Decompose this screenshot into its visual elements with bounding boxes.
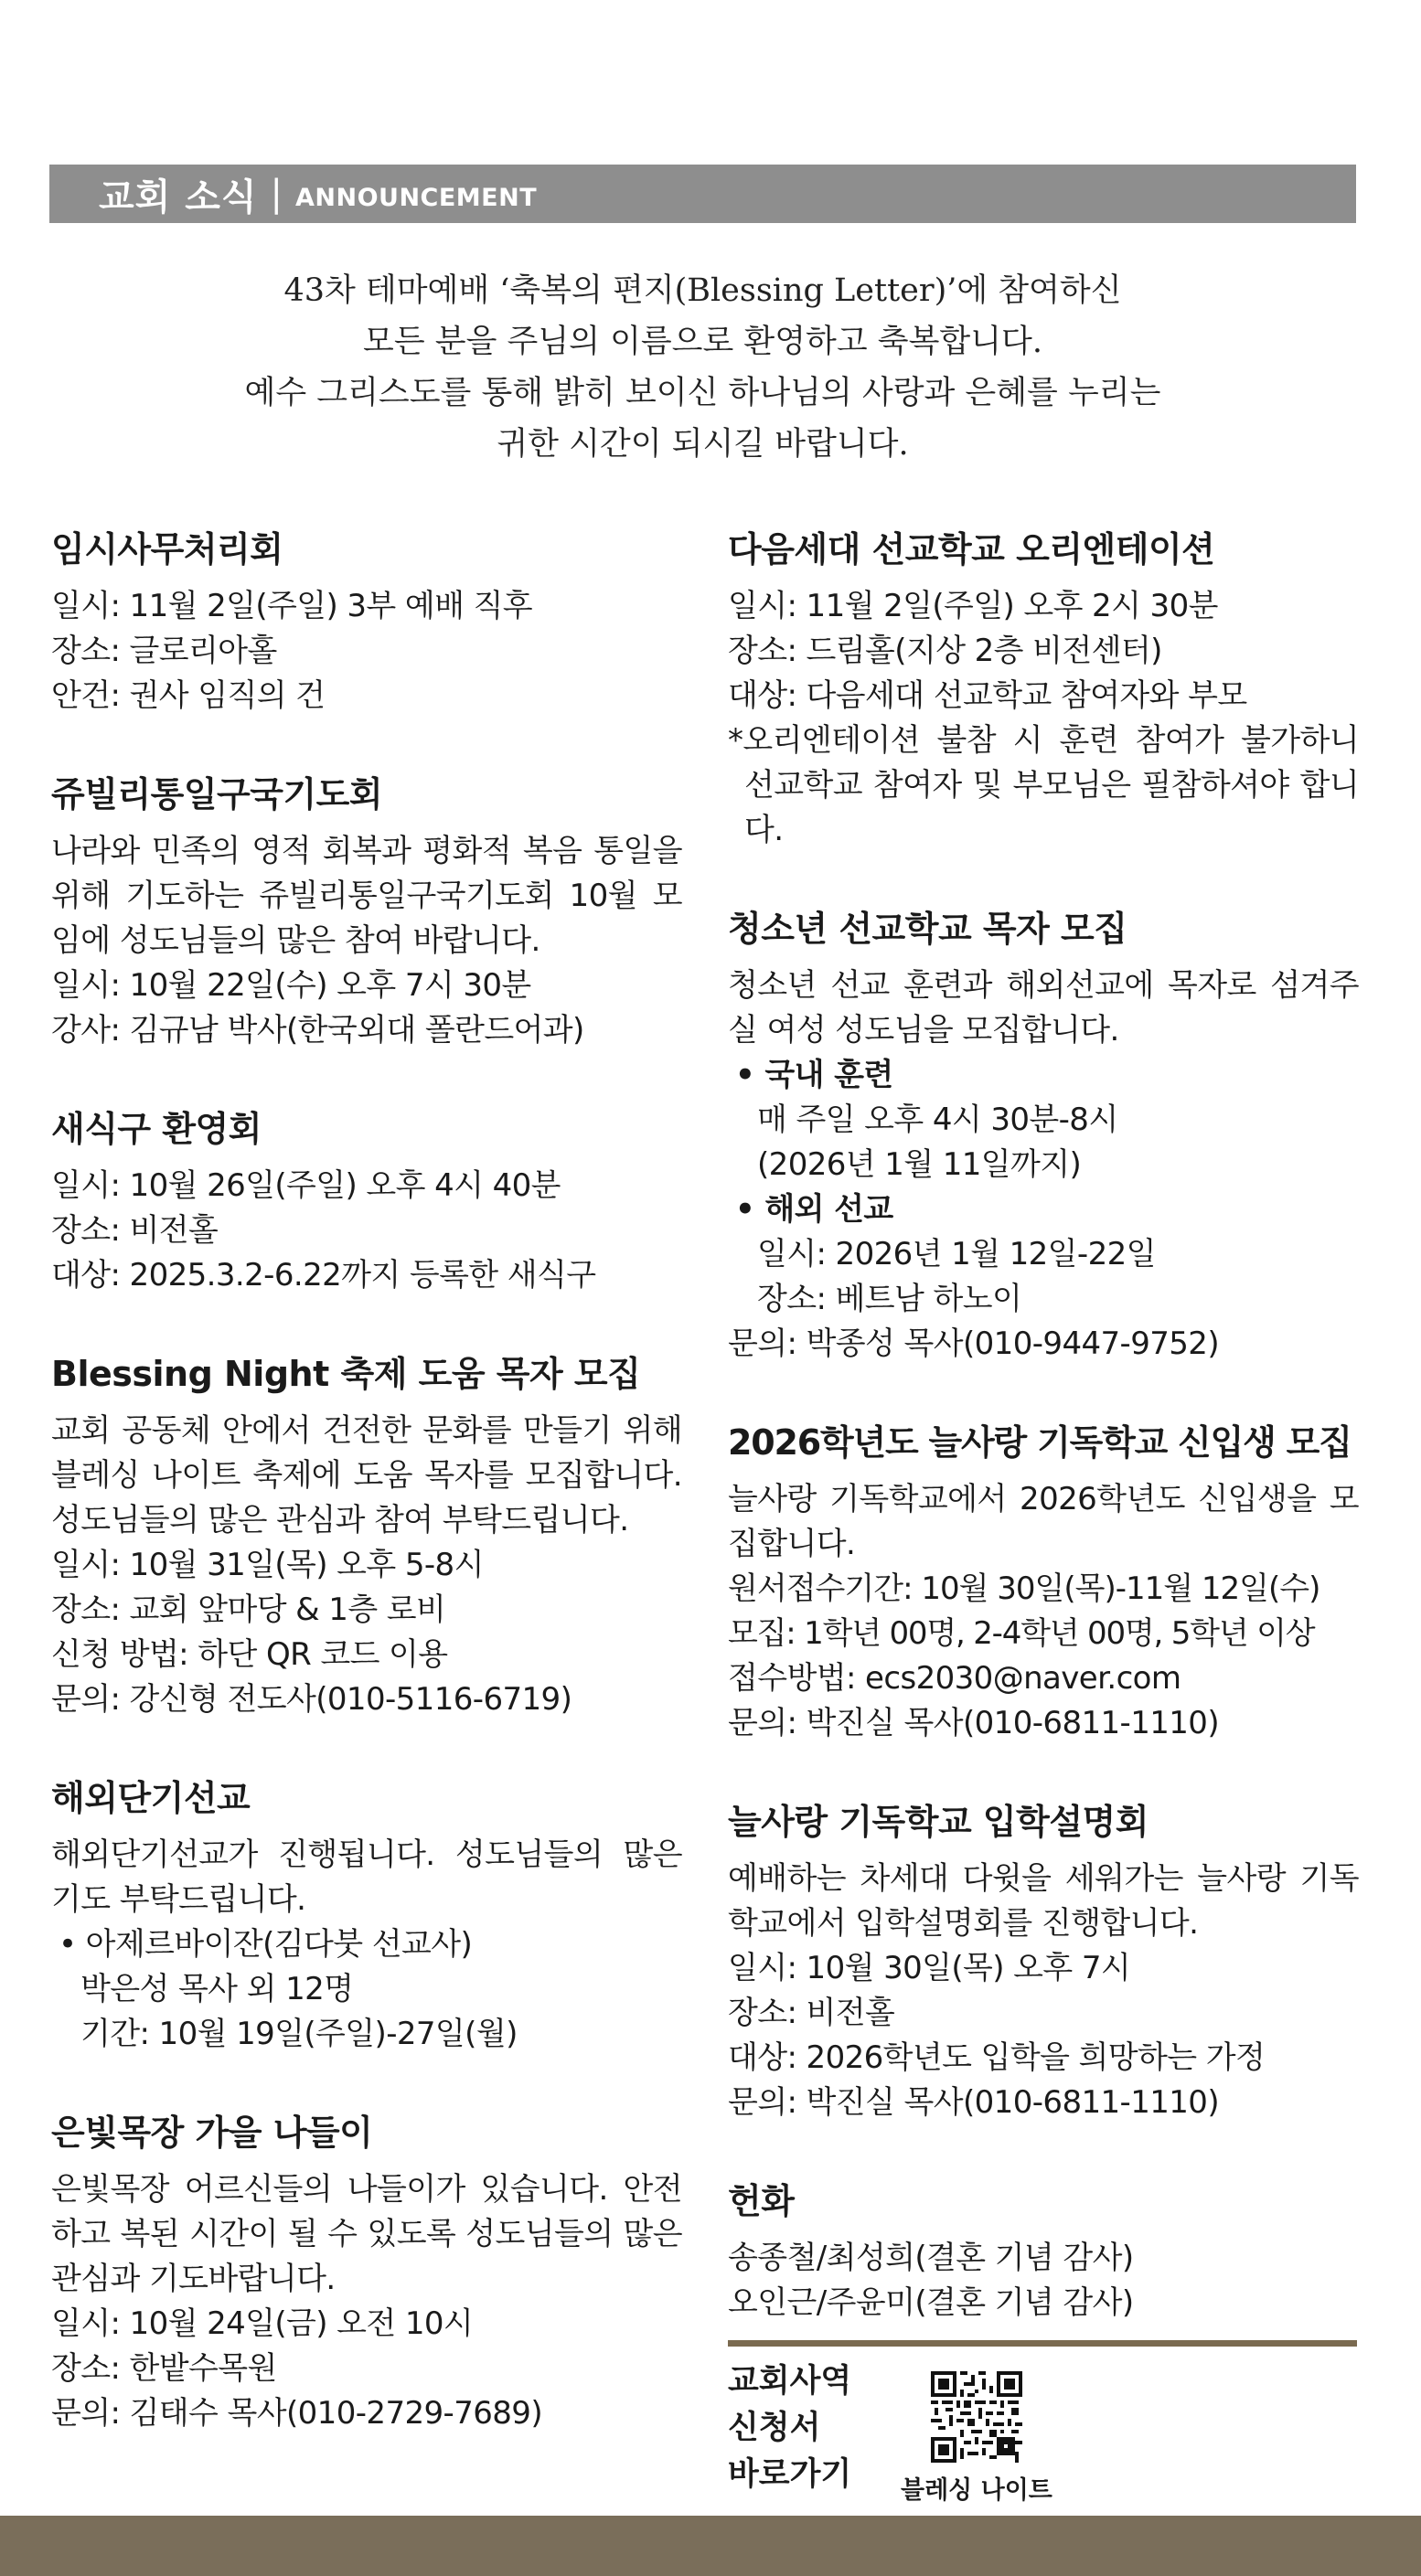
qr-caption: 블레싱 나이트 — [901, 2476, 1052, 2505]
right-column — [728, 521, 1359, 2373]
detail-line: 장소: 한밭수목원 — [51, 2350, 277, 2387]
link-text: 교회사역 — [728, 2363, 852, 2400]
announcement-title: 해외단기선교 — [51, 1778, 251, 1818]
qr-code-icon[interactable] — [931, 2371, 1022, 2463]
link-text: 바로가기 — [728, 2456, 852, 2493]
announcement-jubilee-prayer — [51, 766, 682, 1053]
detail-line: 강사: 김규남 박사(한국외대 폴란드어과) — [51, 1012, 584, 1048]
announcement-title: 청소년 선교학교 목자 모집 — [728, 909, 1127, 949]
header-bar — [49, 165, 1356, 223]
announcement-title: 임시사무처리회 — [51, 529, 283, 569]
contact-line: 문의: 박종성 목사(010-9447-9752) — [728, 1325, 1219, 1362]
detail-line: 문의: 박진실 목사(010-6811-1110) — [728, 1705, 1219, 1741]
detail-line: 원서접수기간: 10월 30일(목)-11월 12일(수) — [728, 1570, 1320, 1607]
detail-line: 장소: 글로리아홀 — [51, 633, 277, 669]
detail-line: 박은성 목사 외 12명 — [80, 1971, 354, 2007]
announcement-flower-offering — [728, 2173, 1359, 2326]
detail-line: 장소: 교회 앞마당 & 1층 로비 — [51, 1591, 446, 1628]
link-text: 신청서 — [728, 2410, 821, 2446]
detail-line: 문의: 김태수 목사(010-2729-7689) — [51, 2395, 542, 2432]
announcement-body: 해외단기선교가 진행됩니다. 성도님들의 많은 기도 부탁드립니다. — [51, 1836, 682, 1918]
announcement-body: 나라와 민족의 영적 회복과 평화적 복음 통일을 위해 기도하는 쥬빌리통일구국기도회 10월 모임에 성도님들의 많은 참여 바랍니다. — [51, 833, 682, 959]
detail-line: 송종철/최성희(결혼 기념 감사) — [728, 2240, 1134, 2276]
announcement-youth-mission-recruit — [728, 900, 1359, 1367]
detail-line: 일시: 2026년 1월 12일-22일 — [757, 1236, 1156, 1272]
announcement-title: 다음세대 선교학교 오리엔테이션 — [728, 529, 1215, 569]
left-column — [51, 521, 682, 2484]
intro-line: 예수 그리스도를 통해 밝히 보이신 하나님의 사랑과 은혜를 누리는 — [244, 375, 1161, 411]
announcement-newcomer-welcome — [51, 1101, 682, 1298]
bullet-item: • 해외 선교 — [735, 1191, 893, 1228]
announcement-title: 2026학년도 늘사랑 기독학교 신입생 모집 — [728, 1422, 1352, 1463]
intro-message — [49, 265, 1356, 470]
footer-divider — [728, 2340, 1357, 2347]
detail-line: 장소: 베트남 하노이 — [757, 1281, 1022, 1317]
announcement-title: Blessing Night 축제 도움 목자 모집 — [51, 1354, 641, 1394]
detail-line: 접수방법: ecs2030@naver.com — [728, 1660, 1181, 1697]
announcement-school-info-session — [728, 1794, 1359, 2125]
detail-line: 문의: 강신형 전도사(010-5116-6719) — [51, 1681, 572, 1718]
announcement-body: 교회 공동체 안에서 건전한 문화를 만들기 위해 블레싱 나이트 축제에 도움 목자를 모집합니다. 성도님들의 많은 관심과 참여 부탁드립니다. — [51, 1412, 682, 1538]
announcement-school-admission — [728, 1414, 1359, 1746]
detail-line: 대상: 다음세대 선교학교 참여자와 부모 — [728, 677, 1247, 714]
section-title: 교회 소식 — [99, 176, 258, 218]
detail-line: 일시: 10월 30일(목) 오후 7시 — [728, 1950, 1131, 1986]
detail-line: 일시: 10월 24일(금) 오전 10시 — [51, 2305, 474, 2342]
detail-line: 모집: 1학년 00명, 2-4학년 00명, 5학년 이상 — [728, 1615, 1315, 1652]
detail-line: 장소: 비전홀 — [728, 1995, 895, 2031]
ministry-application-link[interactable] — [728, 2358, 851, 2498]
announcement-silver-outing — [51, 2104, 682, 2436]
detail-line: 대상: 2025.3.2-6.22까지 등록한 새식구 — [51, 1257, 596, 1293]
detail-line: 일시: 10월 31일(목) 오후 5-8시 — [51, 1547, 484, 1583]
detail-line: 신청 방법: 하단 QR 코드 이용 — [51, 1636, 448, 1673]
announcement-temporary-business-meeting — [51, 521, 682, 719]
intro-line: 귀한 시간이 되시길 바랍니다. — [497, 426, 909, 463]
announcement-title: 새식구 환영회 — [51, 1109, 262, 1149]
detail-line: 문의: 박진실 목사(010-6811-1110) — [728, 2084, 1219, 2121]
detail-line: 장소: 드림홀(지상 2층 비전센터) — [728, 633, 1162, 669]
announcement-title: 은빛목장 가을 나들이 — [51, 2113, 373, 2153]
detail-line: 안건: 권사 임직의 건 — [51, 677, 326, 714]
announcement-body: 늘사랑 기독학교에서 2026학년도 신입생을 모집합니다. — [728, 1481, 1359, 1562]
detail-line: 일시: 11월 2일(주일) 3부 예배 직후 — [51, 588, 533, 624]
header-separator: | — [270, 173, 283, 215]
detail-line: 장소: 비전홀 — [51, 1212, 219, 1249]
section-subtitle: ANNOUNCEMENT — [294, 183, 538, 212]
announcement-blessing-night — [51, 1346, 682, 1722]
detail-line: 기간: 10월 19일(주일)-27일(월) — [80, 2016, 518, 2052]
detail-line: 일시: 10월 22일(수) 오후 7시 30분 — [51, 967, 531, 1004]
announcement-title: 헌화 — [728, 2181, 795, 2221]
intro-line: 43차 테마예배 ‘축복의 편지(Blessing Letter)’에 참여하신 — [283, 272, 1122, 309]
announcement-title: 쥬빌리통일구국기도회 — [51, 774, 383, 814]
detail-line: 일시: 11월 2일(주일) 오후 2시 30분 — [728, 588, 1218, 624]
announcement-body: 예배하는 차세대 다윗을 세워가는 늘사랑 기독학교에서 입학설명회를 진행합니다. — [728, 1860, 1359, 1942]
detail-line: 매 주일 오후 4시 30분-8시 — [757, 1102, 1118, 1138]
detail-line: 대상: 2026학년도 입학을 희망하는 가정 — [728, 2039, 1266, 2076]
announcement-short-term-mission — [51, 1770, 682, 2057]
bullet-item: • 국내 훈련 — [735, 1057, 893, 1093]
intro-line: 모든 분을 주님의 이름으로 환영하고 축복합니다. — [363, 324, 1042, 360]
announcement-note: *오리엔테이션 불참 시 훈련 참여가 불가하니 선교학교 참여자 및 부모님은 필참하셔야 합니다. — [728, 722, 1359, 848]
bullet-item: • 아제르바이잔(김다붓 선교사) — [59, 1926, 473, 1963]
announcement-title: 늘사랑 기독학교 입학설명회 — [728, 1802, 1149, 1842]
detail-line: (2026년 1월 11일까지) — [757, 1146, 1082, 1183]
announcement-mission-orientation — [728, 521, 1359, 853]
detail-line: 오인근/주윤미(결혼 기념 감사) — [728, 2284, 1134, 2321]
detail-line: 일시: 10월 26일(주일) 오후 4시 40분 — [51, 1167, 561, 1204]
footer-band — [0, 2516, 1421, 2576]
announcement-body: 청소년 선교 훈련과 해외선교에 목자로 섬겨주실 여성 성도님을 모집합니다. — [728, 967, 1359, 1048]
announcement-body: 은빛목장 어르신들의 나들이가 있습니다. 안전하고 복된 시간이 될 수 있도록 성도님들의 많은 관심과 기도바랍니다. — [51, 2171, 682, 2297]
